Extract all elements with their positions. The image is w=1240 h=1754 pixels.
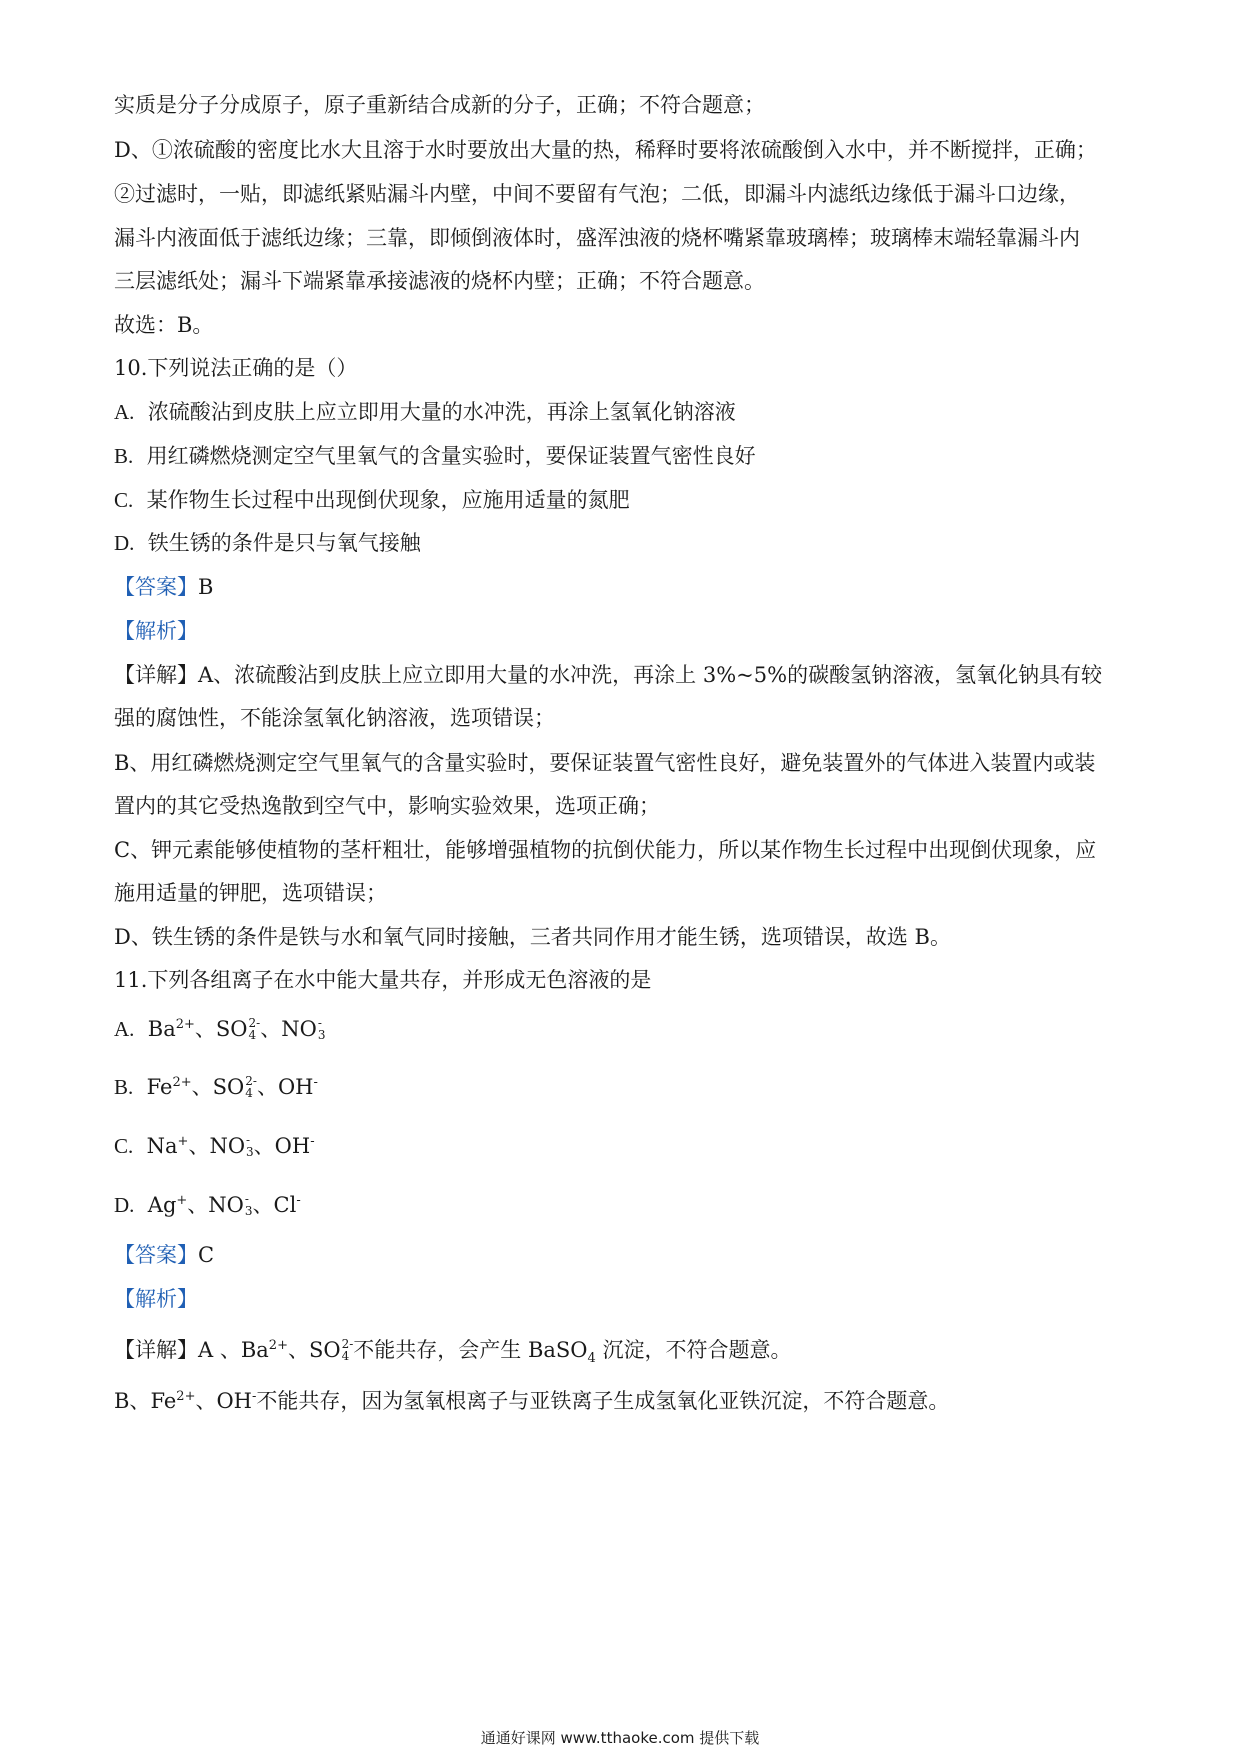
- question-11-option-a: [114, 1014, 325, 1044]
- question-11-analysis: [114, 1284, 198, 1314]
- text-line: D、铁生锈的条件是铁与水和氧气同时接触，三者共同作用才能生锈，选项错误，故选 B。: [114, 925, 951, 949]
- question-11-option-b: [114, 1072, 318, 1102]
- option-text: 某作物生长过程中出现倒伏现象，应施用适量的氮肥: [146, 488, 630, 512]
- ion-symbol: NO: [208, 1193, 244, 1217]
- ion-charge: -: [317, 1015, 322, 1030]
- ion-charge: 2+: [268, 1338, 288, 1353]
- detail-tag: 【详解】: [114, 1338, 198, 1362]
- detail-text: 不能共存，会产生: [353, 1338, 528, 1362]
- ion-symbol: SO: [212, 1075, 245, 1099]
- ion: [209, 1134, 253, 1158]
- ion-subscript: 3: [246, 1144, 254, 1159]
- ion-charge: 2-: [248, 1015, 261, 1030]
- separator: 、: [191, 1075, 213, 1099]
- answer-tag: 【答案】: [114, 1243, 198, 1267]
- ion-charge: 2+: [175, 1017, 195, 1032]
- ion: [147, 1075, 192, 1099]
- question-11-option-d: [114, 1190, 301, 1220]
- option-text: 浓硫酸沾到皮肤上应立即用大量的水冲洗，再涂上氢氧化钠溶液: [147, 400, 736, 424]
- ion-symbol: OH: [216, 1389, 252, 1413]
- text-line: ②过滤时，一贴，即滤纸紧贴漏斗内壁，中间不要留有气泡；二低，即漏斗内滤纸边缘低于漏斗口边缘，: [114, 182, 1080, 206]
- option-label: B.: [114, 444, 134, 468]
- ion-symbol: Fe: [146, 1075, 173, 1099]
- text-line: D、①浓硫酸的密度比水大且溶于水时要放出大量的热，稀释时要将浓硫酸倒入水中，并不断搅拌，正确；: [114, 138, 1097, 162]
- ion-subscript: 4: [341, 1348, 350, 1363]
- option-label: C.: [114, 488, 134, 512]
- ion: [278, 1075, 318, 1099]
- ion-symbol: SO: [308, 1338, 341, 1362]
- ion-subscript: 4: [248, 1027, 257, 1042]
- text-line: 漏斗内液面低于滤纸边缘；三靠，即倾倒液体时，盛浑浊液的烧杯嘴紧靠玻璃棒；玻璃棒末端轻靠漏斗内: [114, 226, 1080, 250]
- analysis-tag: 【解析】: [114, 619, 198, 643]
- question-11-option-c: [114, 1131, 315, 1161]
- option-label: A.: [114, 400, 135, 424]
- ion-subscript: 3: [317, 1027, 326, 1042]
- answer-value: B: [198, 575, 214, 599]
- ion-charge: +: [176, 1193, 188, 1208]
- answer-tag: 【答案】: [114, 575, 198, 599]
- option-label: A.: [114, 1017, 135, 1041]
- ion-charge: 2-: [341, 1336, 354, 1351]
- ion: [216, 1017, 260, 1041]
- text-line: 故选：B。: [114, 313, 214, 337]
- option-label: C.: [114, 1134, 134, 1158]
- ion-symbol: Cl: [273, 1193, 297, 1217]
- question-10-analysis: [114, 616, 198, 646]
- separator: 、: [253, 1134, 275, 1158]
- ion-symbol: OH: [274, 1134, 311, 1158]
- ion-symbol: NO: [281, 1017, 317, 1041]
- answer-value: C: [198, 1243, 215, 1267]
- ion-symbol: NO: [209, 1134, 246, 1158]
- text-line: 三层滤纸处；漏斗下端紧靠承接滤液的烧杯内壁；正确；不符合题意。: [114, 269, 765, 293]
- ion: [213, 1075, 257, 1099]
- question-11-detail-b: [114, 1386, 949, 1416]
- separator: 、: [194, 1017, 216, 1041]
- separator: 、: [256, 1075, 278, 1099]
- ion-symbol: Ag: [147, 1193, 177, 1217]
- ion: [208, 1193, 252, 1217]
- ion-charge: +: [177, 1134, 189, 1149]
- option-text: 铁生锈的条件是只与氧气接触: [147, 531, 421, 555]
- separator: 、: [195, 1389, 217, 1413]
- ion-charge: -: [310, 1134, 315, 1149]
- ion-charge: 2+: [172, 1075, 192, 1090]
- question-10-option-b: [114, 441, 756, 471]
- text-line: 实质是分子分成原子，原子重新结合成新的分子，正确；不符合题意；: [114, 93, 765, 117]
- ion-charge: -: [296, 1193, 301, 1208]
- ion-symbol: Fe: [150, 1389, 177, 1413]
- ion-subscript: 4: [245, 1085, 253, 1100]
- text-line: B、用红磷燃烧测定空气里氧气的含量实验时，要保证装置气密性良好，避免装置外的气体进入装置内或装: [114, 751, 1096, 775]
- text-line: 强的腐蚀性，不能涂氢氧化钠溶液，选项错误；: [114, 706, 555, 730]
- ion-charge: -: [246, 1132, 251, 1147]
- ion-charge: -: [313, 1075, 318, 1090]
- ion: [275, 1134, 315, 1158]
- ion-symbol: Na: [146, 1134, 178, 1158]
- ion-charge: 2+: [176, 1389, 196, 1404]
- detail-text: 沉淀，不符合题意。: [595, 1338, 792, 1362]
- question-10-option-d: [114, 528, 421, 558]
- ion-charge: 2-: [245, 1073, 257, 1088]
- formula-subscript: 4: [587, 1351, 596, 1367]
- question-11-answer: [114, 1240, 214, 1270]
- ion: [148, 1193, 188, 1217]
- question-11-detail-a: [114, 1335, 792, 1365]
- page-footer: 通通好课网 www.tthaoke.com 提供下载: [480, 1729, 760, 1747]
- question-10-option-a: [114, 397, 736, 427]
- text-line: 置内的其它受热逸散到空气中，影响实验效果，选项正确；: [114, 794, 660, 818]
- analysis-tag: 【解析】: [114, 1287, 198, 1311]
- ion: [281, 1017, 325, 1041]
- question-10-detail: [114, 660, 1102, 690]
- question-11-stem: 11.下列各组离子在水中能大量共存，并形成无色溶液的是: [114, 968, 652, 992]
- ion: [274, 1193, 301, 1217]
- separator: 、: [188, 1134, 210, 1158]
- ion: [147, 1134, 189, 1158]
- option-text: 用红磷燃烧测定空气里氧气的含量实验时，要保证装置气密性良好: [146, 444, 756, 468]
- question-10-stem: 10.下列说法正确的是（）: [114, 356, 358, 380]
- detail-prefix: B、: [114, 1389, 151, 1413]
- separator: 、: [260, 1017, 282, 1041]
- ion-symbol: Ba: [240, 1338, 269, 1362]
- ion-subscript: 3: [244, 1203, 253, 1218]
- precipitate-formula: BaSO: [527, 1338, 588, 1362]
- option-label: D.: [114, 1193, 135, 1217]
- separator: 、: [287, 1338, 309, 1362]
- ion-charge: -: [252, 1389, 257, 1404]
- ion: [148, 1017, 195, 1041]
- text-line: 施用适量的钾肥，选项错误；: [114, 881, 387, 905]
- detail-prefix: A 、: [198, 1338, 241, 1362]
- text-line: C、钾元素能够使植物的茎杆粗壮，能够增强植物的抗倒伏能力，所以某作物生长过程中出现倒伏现象，应: [114, 838, 1097, 862]
- question-10-option-c: [114, 485, 630, 515]
- detail-text: A、浓硫酸沾到皮肤上应立即用大量的水冲洗，再涂上 3%~5%的碳酸氢钠溶液，氢氧化钠具有较: [198, 663, 1103, 687]
- detail-tag: 【详解】: [114, 663, 198, 687]
- separator: 、: [187, 1193, 209, 1217]
- option-label: B.: [114, 1075, 134, 1099]
- ion-symbol: SO: [215, 1017, 248, 1041]
- option-label: D.: [114, 531, 135, 555]
- detail-text: 不能共存，因为氢氧根离子与亚铁离子生成氢氧化亚铁沉淀，不符合题意。: [256, 1389, 950, 1413]
- ion-symbol: Ba: [147, 1017, 176, 1041]
- question-10-answer: [114, 572, 213, 602]
- ion-charge: -: [244, 1191, 249, 1206]
- ion-symbol: OH: [277, 1075, 314, 1099]
- separator: 、: [252, 1193, 274, 1217]
